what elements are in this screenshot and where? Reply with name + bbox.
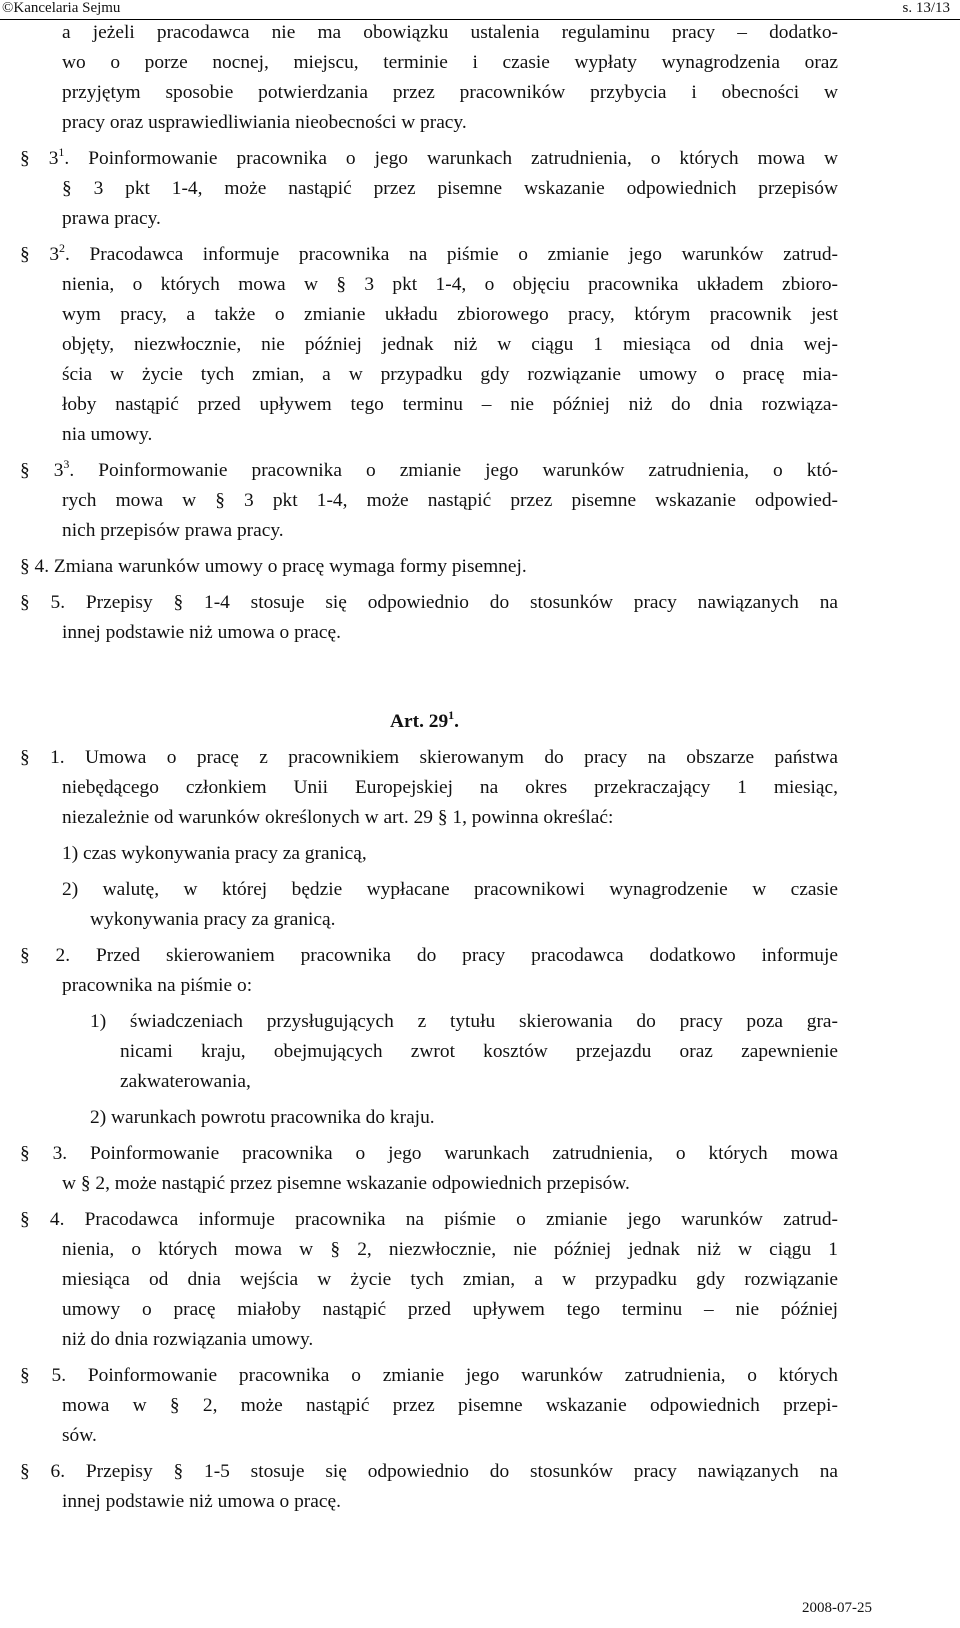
- list-item: 1) czas wykonywania pracy za granicą,: [62, 843, 367, 864]
- text-line: niebędącego członkiem Unii Europejskiej na okres przekraczający 1 miesiąc,: [62, 777, 838, 798]
- text-line: przyjętym sposobie potwierdzania przez pracowników przybycia i obecności w: [62, 82, 838, 103]
- article-title-superscript: 1: [448, 707, 455, 722]
- text-line: § 3 pkt 1-4, może nastąpić przez pisemne wskazanie odpowiednich przepisów: [62, 178, 838, 199]
- text-span: . Pracodawca informuje pracownika na piśmie o zmianie jego warunków zatrud-: [65, 244, 838, 265]
- superscript: 3: [63, 456, 70, 471]
- superscript: 1: [58, 144, 65, 159]
- text-line: umowy o pracę miałoby nastąpić przed upływem tego terminu – nie później: [62, 1299, 838, 1320]
- text-line: mowa w § 2, może nastąpić przez pisemne wskazanie odpowiednich przepi-: [62, 1395, 838, 1416]
- text-line: pracy oraz usprawiedliwiania nieobecności w pracy.: [62, 112, 467, 133]
- paragraph-3-3-line: [20, 456, 838, 486]
- text-line: nienia, o których mowa w § 2, niezwłocznie, nie później jednak niż w ciągu 1: [62, 1239, 838, 1260]
- section-marker: § 3: [20, 460, 64, 481]
- list-item: 2) walutę, w której będzie wypłacane pracownikowi wynagrodzenie w czasie: [62, 879, 838, 900]
- text-line: w § 2, może nastąpić przez pisemne wskazanie odpowiednich przepisów.: [62, 1173, 630, 1194]
- text-line: wym pracy, a także o zmianie układu zbiorowego pracy, którym pracownik jest: [62, 304, 838, 325]
- art-paragraph-4-line: § 4. Pracodawca informuje pracownika na piśmie o zmianie jego warunków zatrud-: [20, 1209, 838, 1230]
- text-line: ścia w życie tych zmian, a w przypadku gdy rozwiązanie umowy o pracę mia-: [62, 364, 838, 385]
- text-line: niezależnie od warunków określonych w art. 29 § 1, powinna określać:: [62, 807, 614, 828]
- text-line: innej podstawie niż umowa o pracę.: [62, 622, 341, 643]
- text-line: niż do dnia rozwiązania umowy.: [62, 1329, 314, 1350]
- paragraph-4-line: § 4. Zmiana warunków umowy o pracę wymaga formy pisemnej.: [20, 556, 527, 577]
- list-item-continuation: zakwaterowania,: [120, 1071, 251, 1092]
- list-item: 1) świadczeniach przysługujących z tytułu skierowania do pracy poza gra-: [90, 1011, 838, 1032]
- superscript: 2: [59, 240, 66, 255]
- page-header-left: ©Kancelaria Sejmu: [2, 0, 121, 16]
- text-line: miesiąca od dnia wejścia w życie tych zmian, a w przypadku gdy rozwiązanie: [62, 1269, 838, 1290]
- list-item-continuation: nicami kraju, obejmujących zwrot kosztów przejazdu oraz zapewnienie: [120, 1041, 838, 1062]
- text-line: objęty, niezwłocznie, nie później jednak niż w ciągu 1 miesiąca od dnia wej-: [62, 334, 838, 355]
- paragraph-5-line: § 5. Przepisy § 1-4 stosuje się odpowiednio do stosunków pracy nawiązanych na: [20, 592, 838, 613]
- article-title: Art. $29^1$.: [390, 707, 460, 732]
- list-item: 2) warunkach powrotu pracownika do kraju.: [90, 1107, 435, 1128]
- text-line: innej podstawie niż umowa o pracę.: [62, 1491, 341, 1512]
- paragraph-3-2-line: [20, 240, 838, 270]
- page-number: s. 13/13: [902, 0, 950, 16]
- text-line: nienia, o których mowa w § 3 pkt 1-4, o objęciu pracownika układem zbioro-: [62, 274, 838, 295]
- art-paragraph-1-line: § 1. Umowa o pracę z pracownikiem skierowanym do pracy na obszarze państwa: [20, 747, 838, 768]
- text-line: wo o porze nocnej, miejscu, terminie i czasie wypłaty wynagrodzenia oraz: [62, 52, 838, 73]
- text-line: rych mowa w § 3 pkt 1-4, może nastąpić przez pisemne wskazanie odpowied-: [62, 490, 838, 511]
- text-span: . Poinformowanie pracownika o zmianie jego warunków zatrudnienia, o któ-: [69, 460, 838, 481]
- text-line: sów.: [62, 1425, 97, 1446]
- list-item-continuation: wykonywania pracy za granicą.: [90, 909, 336, 930]
- art-paragraph-3-line: § 3. Poinformowanie pracownika o jego warunkach zatrudnienia, o których mowa: [20, 1143, 838, 1164]
- art-paragraph-5-line: § 5. Poinformowanie pracownika o zmianie jego warunków zatrudnienia, o których: [20, 1365, 838, 1386]
- article-title-text: Art. 29: [390, 711, 449, 732]
- footer-date: 2008-07-25: [802, 1600, 872, 1616]
- text-span: . Poinformowanie pracownika o jego warunkach zatrudnienia, o których mowa w: [64, 148, 838, 169]
- text-line: nich przepisów prawa pracy.: [62, 520, 284, 541]
- text-line: prawa pracy.: [62, 208, 161, 229]
- text-line: pracownika na piśmie o:: [62, 975, 253, 996]
- text-line: łoby nastąpić przed upływem tego terminu – nie później niż do dnia rozwiąza-: [62, 394, 838, 415]
- art-paragraph-6-line: § 6. Przepisy § 1-5 stosuje się odpowiednio do stosunków pracy nawiązanych na: [20, 1461, 838, 1482]
- section-marker: § 3: [20, 244, 60, 265]
- paragraph-3-1-line: [20, 144, 838, 174]
- text-line: a jeżeli pracodawca nie ma obowiązku ustalenia regulaminu pracy – dodatko-: [62, 22, 838, 43]
- section-marker: § 3: [20, 148, 59, 169]
- text-line: nia umowy.: [62, 424, 153, 445]
- art-paragraph-2-line: § 2. Przed skierowaniem pracownika do pracy pracodawca dodatkowo informuje: [20, 945, 838, 966]
